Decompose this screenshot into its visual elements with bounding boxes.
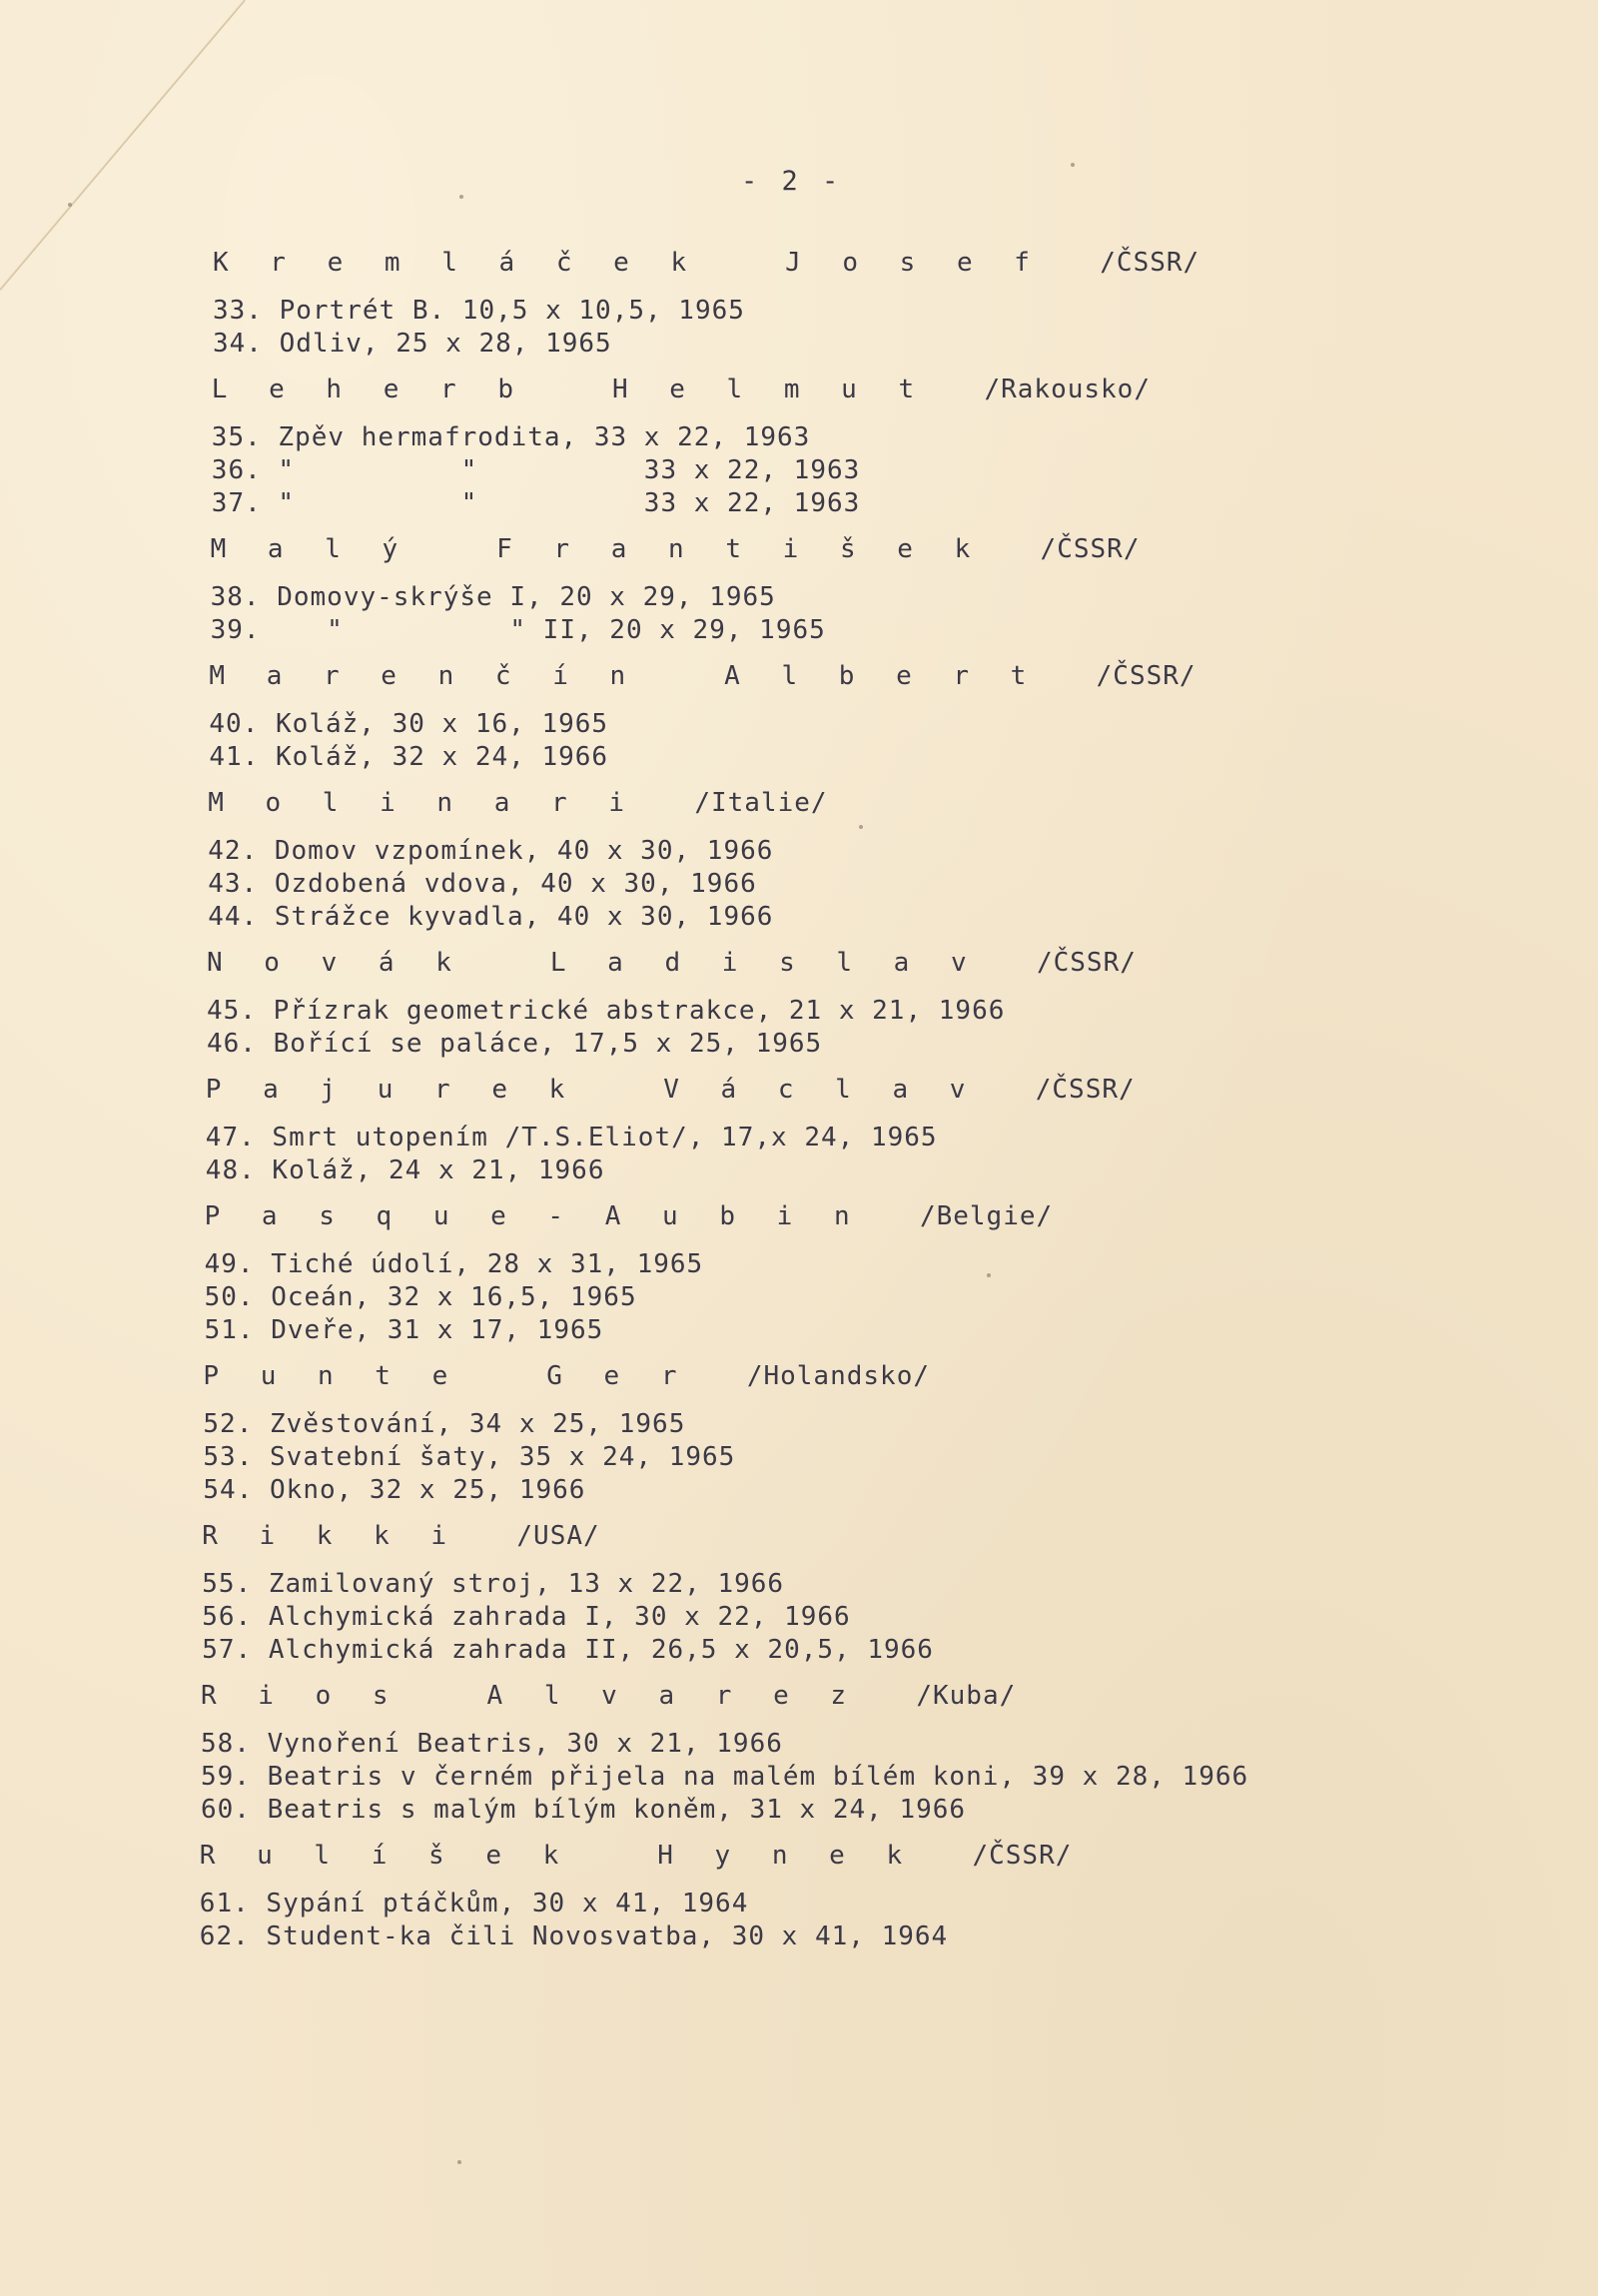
entry-number: 57.	[202, 1635, 253, 1665]
catalogue-entry	[211, 582, 776, 612]
entry-title-dimensions-year: Koláž, 30 x 16, 1965	[276, 709, 609, 739]
entry-number: 39.	[210, 615, 261, 645]
entry-number: 42.	[208, 836, 259, 866]
catalogue-entry	[209, 742, 608, 772]
artist-country: /ČSSR/	[972, 1841, 1073, 1871]
artist-heading	[209, 661, 1196, 691]
catalogue-entry	[201, 1762, 1248, 1792]
entry-title-dimensions-year: Alchymická zahrada I, 30 x 22, 1966	[268, 1602, 851, 1632]
artist-country: /Italie/	[694, 788, 828, 818]
artist-name: P a s q u e - A u b i n	[204, 1201, 863, 1231]
catalogue-entry	[203, 1442, 735, 1472]
entry-number: 55.	[202, 1569, 253, 1599]
catalogue-entry	[203, 1409, 685, 1439]
artist-heading	[213, 248, 1199, 278]
entry-number: 48.	[205, 1155, 256, 1185]
artist-country: /Kuba/	[916, 1681, 1017, 1711]
catalogue-entry	[206, 1123, 938, 1152]
entry-number: 33.	[213, 296, 263, 326]
artist-heading	[202, 1521, 599, 1551]
entry-title-dimensions-year: Alchymická zahrada II, 26,5 x 20,5, 1966	[268, 1635, 934, 1665]
artist-name: R i o s A l v a r e z	[201, 1681, 860, 1711]
artist-name: R i k k i	[202, 1521, 460, 1551]
artist-country: /Belgie/	[919, 1201, 1054, 1231]
entry-number: 53.	[203, 1442, 254, 1472]
artist-name: L e h e r b H e l m u t	[211, 375, 928, 404]
catalogue-entry	[202, 1569, 784, 1599]
entry-number: 47.	[205, 1123, 256, 1152]
catalogue-entry	[213, 329, 612, 359]
catalogue-entry	[209, 709, 608, 739]
catalogue-entry	[208, 869, 757, 899]
entry-number: 62.	[199, 1921, 250, 1951]
artist-heading	[208, 788, 827, 818]
catalogue-entry	[206, 1155, 605, 1185]
artist-heading	[206, 1075, 1136, 1105]
entry-title-dimensions-year: Přízrak geometrické abstrakce, 21 x 21, 1966	[273, 996, 1006, 1026]
entry-number: 46.	[207, 1029, 257, 1059]
entry-number: 43.	[208, 869, 259, 899]
catalogue-entry	[212, 488, 861, 518]
page-number: - 2 -	[741, 166, 843, 197]
catalogue-entry	[203, 1475, 585, 1505]
catalogue-entry	[208, 902, 773, 932]
entry-title-dimensions-year: Ozdobená vdova, 40 x 30, 1966	[274, 869, 757, 899]
artist-heading	[203, 1361, 930, 1391]
entry-title-dimensions-year: Sypání ptáčkům, 30 x 41, 1964	[266, 1889, 749, 1918]
entry-number: 38.	[210, 582, 261, 612]
entry-number: 36.	[211, 455, 262, 485]
catalogue-entry	[205, 1249, 704, 1279]
catalogue-entry	[201, 1795, 966, 1825]
entry-number: 35.	[211, 422, 262, 452]
catalogue-entry	[211, 615, 826, 645]
entry-number: 44.	[208, 902, 259, 932]
catalogue-entry	[207, 996, 1005, 1026]
entry-title-dimensions-year: Bořící se paláce, 17,5 x 25, 1965	[273, 1029, 823, 1059]
artist-country: /ČSSR/	[1096, 661, 1197, 691]
artist-country: /USA/	[516, 1521, 600, 1551]
artist-heading	[205, 1201, 1054, 1231]
entry-title-dimensions-year: Vynoření Beatris, 30 x 21, 1966	[267, 1729, 783, 1759]
entry-title-dimensions-year: Domov vzpomínek, 40 x 30, 1966	[274, 836, 774, 866]
artist-country: /Holandsko/	[746, 1361, 930, 1391]
artist-country: /ČSSR/	[1035, 1075, 1136, 1105]
artist-heading	[201, 1681, 1016, 1711]
entry-title-dimensions-year: Tiché údolí, 28 x 31, 1965	[271, 1249, 704, 1279]
entry-title-dimensions-year: Odliv, 25 x 28, 1965	[279, 329, 612, 359]
catalogue-entry	[201, 1729, 783, 1759]
artist-name: K r e m l á č e k J o s e f	[213, 248, 1043, 278]
entry-number: 50.	[204, 1282, 255, 1312]
artist-name: R u l í š e k H y n e k	[199, 1841, 916, 1871]
entry-number: 40.	[209, 709, 260, 739]
entry-title-dimensions-year: Zvěstování, 34 x 25, 1965	[270, 1409, 686, 1439]
entry-title-dimensions-year: Koláž, 32 x 24, 1966	[276, 742, 609, 772]
entry-title-dimensions-year: Beatris v černém přijela na malém bílém koni, 39 x 28, 1966	[267, 1762, 1249, 1792]
entry-title-dimensions-year: " " 33 x 22, 1963	[278, 488, 861, 518]
entry-title-dimensions-year: Domovy-skrýše I, 20 x 29, 1965	[277, 582, 776, 612]
entry-title-dimensions-year: Svatební šaty, 35 x 24, 1965	[270, 1442, 736, 1472]
entry-title-dimensions-year: Beatris s malým bílým koněm, 31 x 24, 1966	[267, 1795, 967, 1825]
catalogue-entry	[205, 1315, 604, 1345]
entry-number: 59.	[201, 1762, 251, 1792]
entry-title-dimensions-year: Smrt utopením /T.S.Eliot/, 17,x 24, 1965	[272, 1123, 938, 1152]
catalogue-entry	[202, 1602, 851, 1632]
entry-title-dimensions-year: Zamilovaný stroj, 13 x 22, 1966	[268, 1569, 785, 1599]
artist-country: /ČSSR/	[1036, 948, 1137, 978]
artist-heading	[211, 534, 1141, 564]
entry-number: 58.	[201, 1729, 251, 1759]
entry-number: 37.	[211, 488, 262, 518]
entry-number: 60.	[201, 1795, 251, 1825]
artist-name: M a r e n č í n A l b e r t	[209, 661, 1040, 691]
entry-title-dimensions-year: Zpěv hermafrodita, 33 x 22, 1963	[278, 422, 811, 452]
entry-title-dimensions-year: Okno, 32 x 25, 1966	[270, 1475, 586, 1505]
entry-title-dimensions-year: " " 33 x 22, 1963	[278, 455, 861, 485]
entry-title-dimensions-year: Koláž, 24 x 21, 1966	[272, 1155, 605, 1185]
entry-title-dimensions-year: Dveře, 31 x 17, 1965	[271, 1315, 604, 1345]
entry-number: 56.	[202, 1602, 253, 1632]
catalogue-entry	[212, 455, 861, 485]
catalogue-entry	[208, 836, 773, 866]
artist-heading	[212, 375, 1151, 404]
entry-number: 61.	[199, 1889, 250, 1918]
entry-title-dimensions-year: Student-ka čili Novosvatba, 30 x 41, 1964	[266, 1921, 949, 1951]
artist-name: M o l i n a r i	[208, 788, 637, 818]
entry-title-dimensions-year: Oceán, 32 x 16,5, 1965	[271, 1282, 637, 1312]
artist-heading	[200, 1841, 1073, 1871]
artist-name: N o v á k L a d i s l a v	[207, 948, 980, 978]
entry-number: 45.	[207, 996, 257, 1026]
artist-country: /ČSSR/	[1040, 534, 1141, 564]
catalogue-entry	[200, 1921, 948, 1951]
artist-name: P u n t e G e r	[203, 1361, 690, 1391]
artist-heading	[207, 948, 1137, 978]
artist-country: /ČSSR/	[1100, 248, 1200, 278]
catalogue-entry	[212, 422, 811, 452]
entry-title-dimensions-year: Portrét B. 10,5 x 10,5, 1965	[279, 296, 745, 326]
artist-name: P a j u r e k V á c l a v	[205, 1075, 979, 1105]
catalogue-entry	[207, 1029, 822, 1059]
entry-number: 52.	[203, 1409, 254, 1439]
catalogue-entry	[205, 1282, 637, 1312]
entry-title-dimensions-year: " " II, 20 x 29, 1965	[277, 615, 826, 645]
entry-number: 49.	[204, 1249, 255, 1279]
catalogue-entry	[202, 1635, 934, 1665]
entry-title-dimensions-year: Strážce kyvadla, 40 x 30, 1966	[274, 902, 774, 932]
entry-number: 54.	[203, 1475, 254, 1505]
entry-number: 51.	[204, 1315, 255, 1345]
artist-name: M a l ý F r a n t i š e k	[210, 534, 984, 564]
catalogue-entry	[200, 1889, 749, 1918]
catalogue-entry	[213, 296, 745, 326]
entry-number: 34.	[213, 329, 263, 359]
artist-country: /Rakousko/	[984, 375, 1151, 404]
entry-number: 41.	[209, 742, 260, 772]
